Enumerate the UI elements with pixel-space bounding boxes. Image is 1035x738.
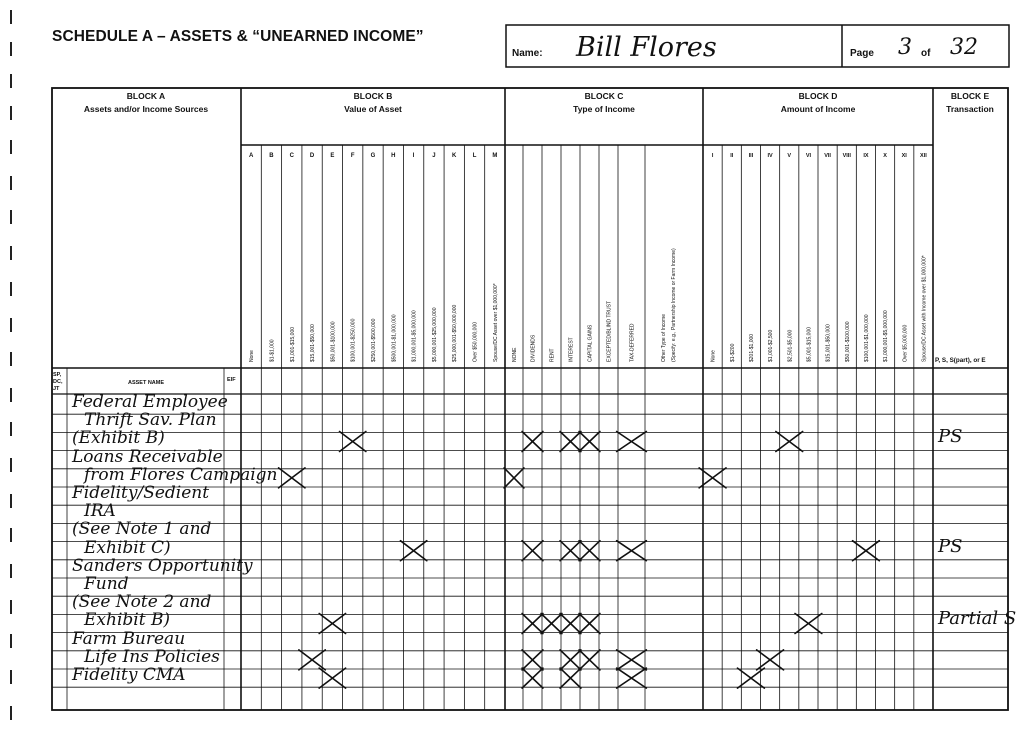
block-c-col-label: Other Type of Income [661,314,667,362]
block-b-col-letter: I [412,153,415,159]
block-d-col-roman: IX [863,153,869,159]
x-mark [560,650,581,670]
block-d-col-label: $1-$200 [729,343,736,362]
block-b-col-label: $500,001-$1,000,000 [391,314,398,362]
x-mark [319,668,345,688]
block-b-col-label: $1-$1,000 [269,339,276,362]
block-c-col-label: RENT [549,348,556,362]
block-d-col-roman: VIII [842,153,851,159]
x-mark [560,541,581,561]
asset-line: from Flores Campaign [84,464,278,485]
page-label: Page [850,48,874,59]
block-e-header-note: P, S, S(part), or E [935,357,986,364]
block-d-col-label: $15,001-$50,000 [825,324,832,362]
block-b-col-letter: K [452,153,457,159]
block-b-col-label: None [249,350,256,362]
block-b-col-label: Over $50,000,000 [472,321,479,362]
transaction-code: Partial S [938,608,1017,630]
block-b-title: BLOCK B [353,91,393,101]
block-d-col-label: $50,001-$100,000 [844,321,851,362]
x-mark [522,541,543,561]
asset-name-header: ASSET NAME [127,380,165,386]
x-mark [504,468,524,488]
page-total: 32 [950,35,978,60]
block-b-col-label: $1,001-$15,000 [289,326,296,362]
x-mark [560,668,581,688]
x-mark [400,541,426,561]
block-d-col-roman: VII [824,153,831,159]
name-value: Bill Flores [576,32,717,63]
block-d-col-label: $5,001-$15,000 [806,326,813,362]
block-d-col-roman: XI [901,153,907,159]
block-d-col-roman: IV [767,153,773,159]
name-label: Name: [512,48,543,59]
x-mark [522,613,543,633]
block-c-col-label2: (Specify: e.g., Partnership Income or Farm Income) [671,248,677,362]
page-of-label: of [921,48,931,59]
block-d-col-roman: III [748,153,754,159]
asset-line: IRA [84,501,116,522]
block-d-col-label: $201-$1,000 [748,333,755,362]
asset-line: Fund [84,574,129,594]
block-b-col-label: $250,001-$500,000 [371,318,377,362]
block-b-col-label: $5,000,001-$25,000,000 [431,307,438,362]
transaction-code: PS [938,426,963,448]
asset-line: Fidelity CMA [72,665,186,685]
block-b-subtitle: Value of Asset [344,104,402,114]
block-e-subtitle: Transaction [946,104,994,114]
block-b-col-letter: M [492,153,498,159]
block-b-col-label: $25,000,001-$50,000,000 [452,304,459,362]
block-b-col-letter: B [269,153,274,159]
asset-line: Fidelity/Sedient [72,483,210,503]
x-mark [319,613,345,633]
block-c-col-label: TAX-DEFERRED [629,323,636,362]
x-mark [339,431,365,451]
block-c-col-label: DIVIDENDS [530,334,537,362]
block-b-col-label: $15,001-$50,000 [310,324,317,362]
block-d-col-roman: XII [920,153,927,159]
block-d-col-label: Spouse/DC Asset with Income over $1,000,000* [921,255,928,362]
asset-line: Exhibit C) [84,537,171,558]
asset-line: Sanders Opportunity [72,555,253,576]
block-b-col-letter: L [472,153,477,159]
block-c-subtitle: Type of Income [573,104,635,114]
block-c-title: BLOCK C [584,91,624,101]
asset-line: Thrift Sav. Plan [84,410,217,431]
block-c-col-label: EXCEPTED/BLIND TRUST [606,300,613,362]
owner-header-3: JT [53,386,60,392]
owner-header-1: SP, [53,372,62,378]
x-mark [617,431,647,451]
block-b-col-label: Spouse/DC Asset over $1,000,000* [492,283,499,362]
x-mark [617,668,647,688]
asset-line: Life Ins Policies [84,646,220,667]
x-mark [617,650,647,670]
block-b-col-letter: H [391,153,396,159]
x-mark [560,431,581,451]
page-number: 3 [898,35,912,60]
x-mark [617,541,647,561]
owner-header-2: DC, [53,379,63,385]
block-d-col-label: $1,000,001-$5,000,000 [883,310,890,362]
block-b-col-letter: C [289,153,294,159]
block-d-col-roman: I [711,153,714,159]
block-d-col-roman: II [730,153,734,159]
block-b-col-letter: A [248,153,254,159]
block-a-subtitle: Assets and/or Income Sources [83,104,209,114]
x-mark [579,431,600,451]
transaction-code: PS [938,535,963,557]
block-b-col-letter: D [309,153,315,159]
x-mark [522,431,543,451]
block-d-col-roman: V [787,153,792,159]
x-mark [299,650,325,670]
block-c-col-label: INTEREST [568,337,575,362]
x-mark [279,468,305,488]
block-b-col-letter: E [330,153,335,159]
block-e-title: BLOCK E [950,91,990,101]
block-d-col-label: $100,001-$1,000,000 [863,314,870,362]
block-b-col-letter: J [432,153,436,159]
x-mark [541,613,562,633]
asset-line: Federal Employee [72,392,228,412]
x-mark [522,668,543,688]
block-c-col-label: CAPITAL GAINS [587,324,594,362]
asset-line: Loans Receivable [72,446,223,467]
block-b-col-letter: F [350,153,355,159]
block-b-col-label: $100,001-$250,000 [350,318,357,362]
asset-line: (Exhibit B) [72,428,165,449]
block-b-col-label: $50,001-$100,000 [330,321,337,362]
block-d-col-label: Over $5,000,000 [902,324,909,362]
x-mark [560,613,581,633]
asset-line: (See Note 2 and [72,592,212,613]
block-d-title: BLOCK D [798,91,838,101]
block-b-col-letter: G [370,153,376,159]
x-mark [579,541,600,561]
block-c-col-label: NONE [512,347,518,362]
page-title: SCHEDULE A – ASSETS & “UNEARNED INCOME” [52,28,424,45]
block-b-col-label: $1,000,001-$5,000,000 [411,310,418,362]
block-d-subtitle: Amount of Income [780,104,856,114]
x-mark [522,650,543,670]
asset-line: (See Note 1 and [72,519,212,540]
x-mark [579,650,600,670]
block-d-col-roman: X [883,153,887,159]
eif-header: EIF [227,377,236,383]
block-d-col-roman: VI [805,153,812,159]
block-d-col-label: $2,501-$5,000 [787,329,794,362]
x-mark [579,613,600,633]
block-a-title: BLOCK A [126,91,166,101]
block-d-col-label: $1,001-$2,500 [768,329,775,362]
block-d-col-label: None [710,350,717,362]
asset-line: Exhibit B) [84,610,171,631]
asset-line: Farm Bureau [72,628,186,649]
